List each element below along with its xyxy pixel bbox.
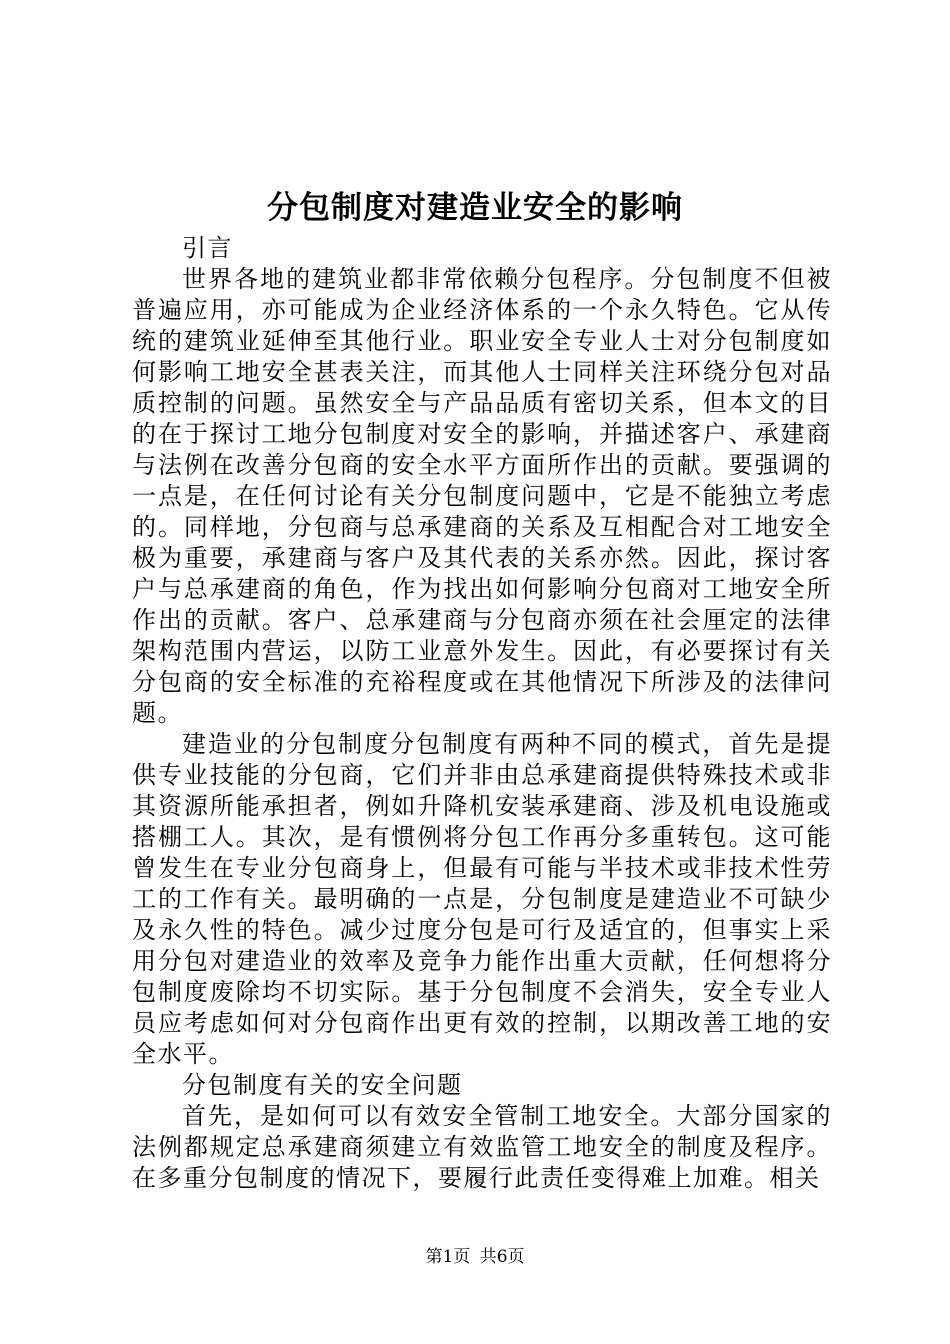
paragraph: 建造业的分包制度分包制度有两种不同的模式，首先是提供专业技能的分包商，它们并非由总承建商提供特殊技术或非其资源所能承担者，例如升降机安装承建商、涉及机电设施或搭棚工人。其次，是有惯例将分包工作再分多重转包。这可能曾发生在专业分包商身上，但最有可能与半技术或非技术性劳工的工作有关。最明确的一点是，分包制度是建造业不可缺少及永久性的特色。减少过度分包是可行及适宜的，但事实上采用分包对建造业的效率及竞争力能作出重大贡献，任何想将分包制度废除均不切实际。基于分包制度不会消失，安全专业人员应考虑如何对分包商作出更有效的控制，以期改善工地的安全水平。 <box>132 730 832 1068</box>
section-heading-safety: 分包制度有关的安全问题 <box>182 1071 463 1099</box>
section-heading-intro: 引言 <box>182 234 233 262</box>
document-title: 分包制度对建造业安全的影响 <box>267 190 683 226</box>
page-footer <box>0 1246 950 1268</box>
document-body <box>132 233 832 1194</box>
paragraph: 世界各地的建筑业都非常依赖分包程序。分包制度不但被普遍应用，亦可能成为企业经济体系的一个永久特色。它从传统的建筑业延伸至其他行业。职业安全专业人士对分包制度如何影响工地安全甚表关注，而其他人士同样关注环绕分包对品质控制的问题。虽然安全与产品品质有密切关系，但本文的目的在于探讨工地分包制度对安全的影响，并描述客户、承建商与法例在改善分包商的安全水平方面所作出的贡献。要强调的一点是，在任何讨论有关分包制度问题中，它是不能独立考虑的。同样地，分包商与总承建商的关系及互相配合对工地安全极为重要，承建商与客户及其代表的关系亦然。因此，探讨客户与总承建商的角色，作为找出如何影响分包商对工地安全所作出的贡献。客户、总承建商与分包商亦须在社会厘定的法律架构范围内营运，以防工业意外发生。因此，有必要探讨有关分包商的安全标准的充裕程度或在其他情况下所涉及的法律问题。 <box>132 265 832 727</box>
paragraph: 首先，是如何可以有效安全管制工地安全。大部分国家的法例都规定总承建商须建立有效监管工地安全的制度及程序。在多重分包制度的情况下，要履行此责任变得难上加难。相关 <box>132 1102 832 1192</box>
page-total: 共6页 <box>479 1247 525 1267</box>
page-number: 第1页 <box>425 1247 471 1267</box>
